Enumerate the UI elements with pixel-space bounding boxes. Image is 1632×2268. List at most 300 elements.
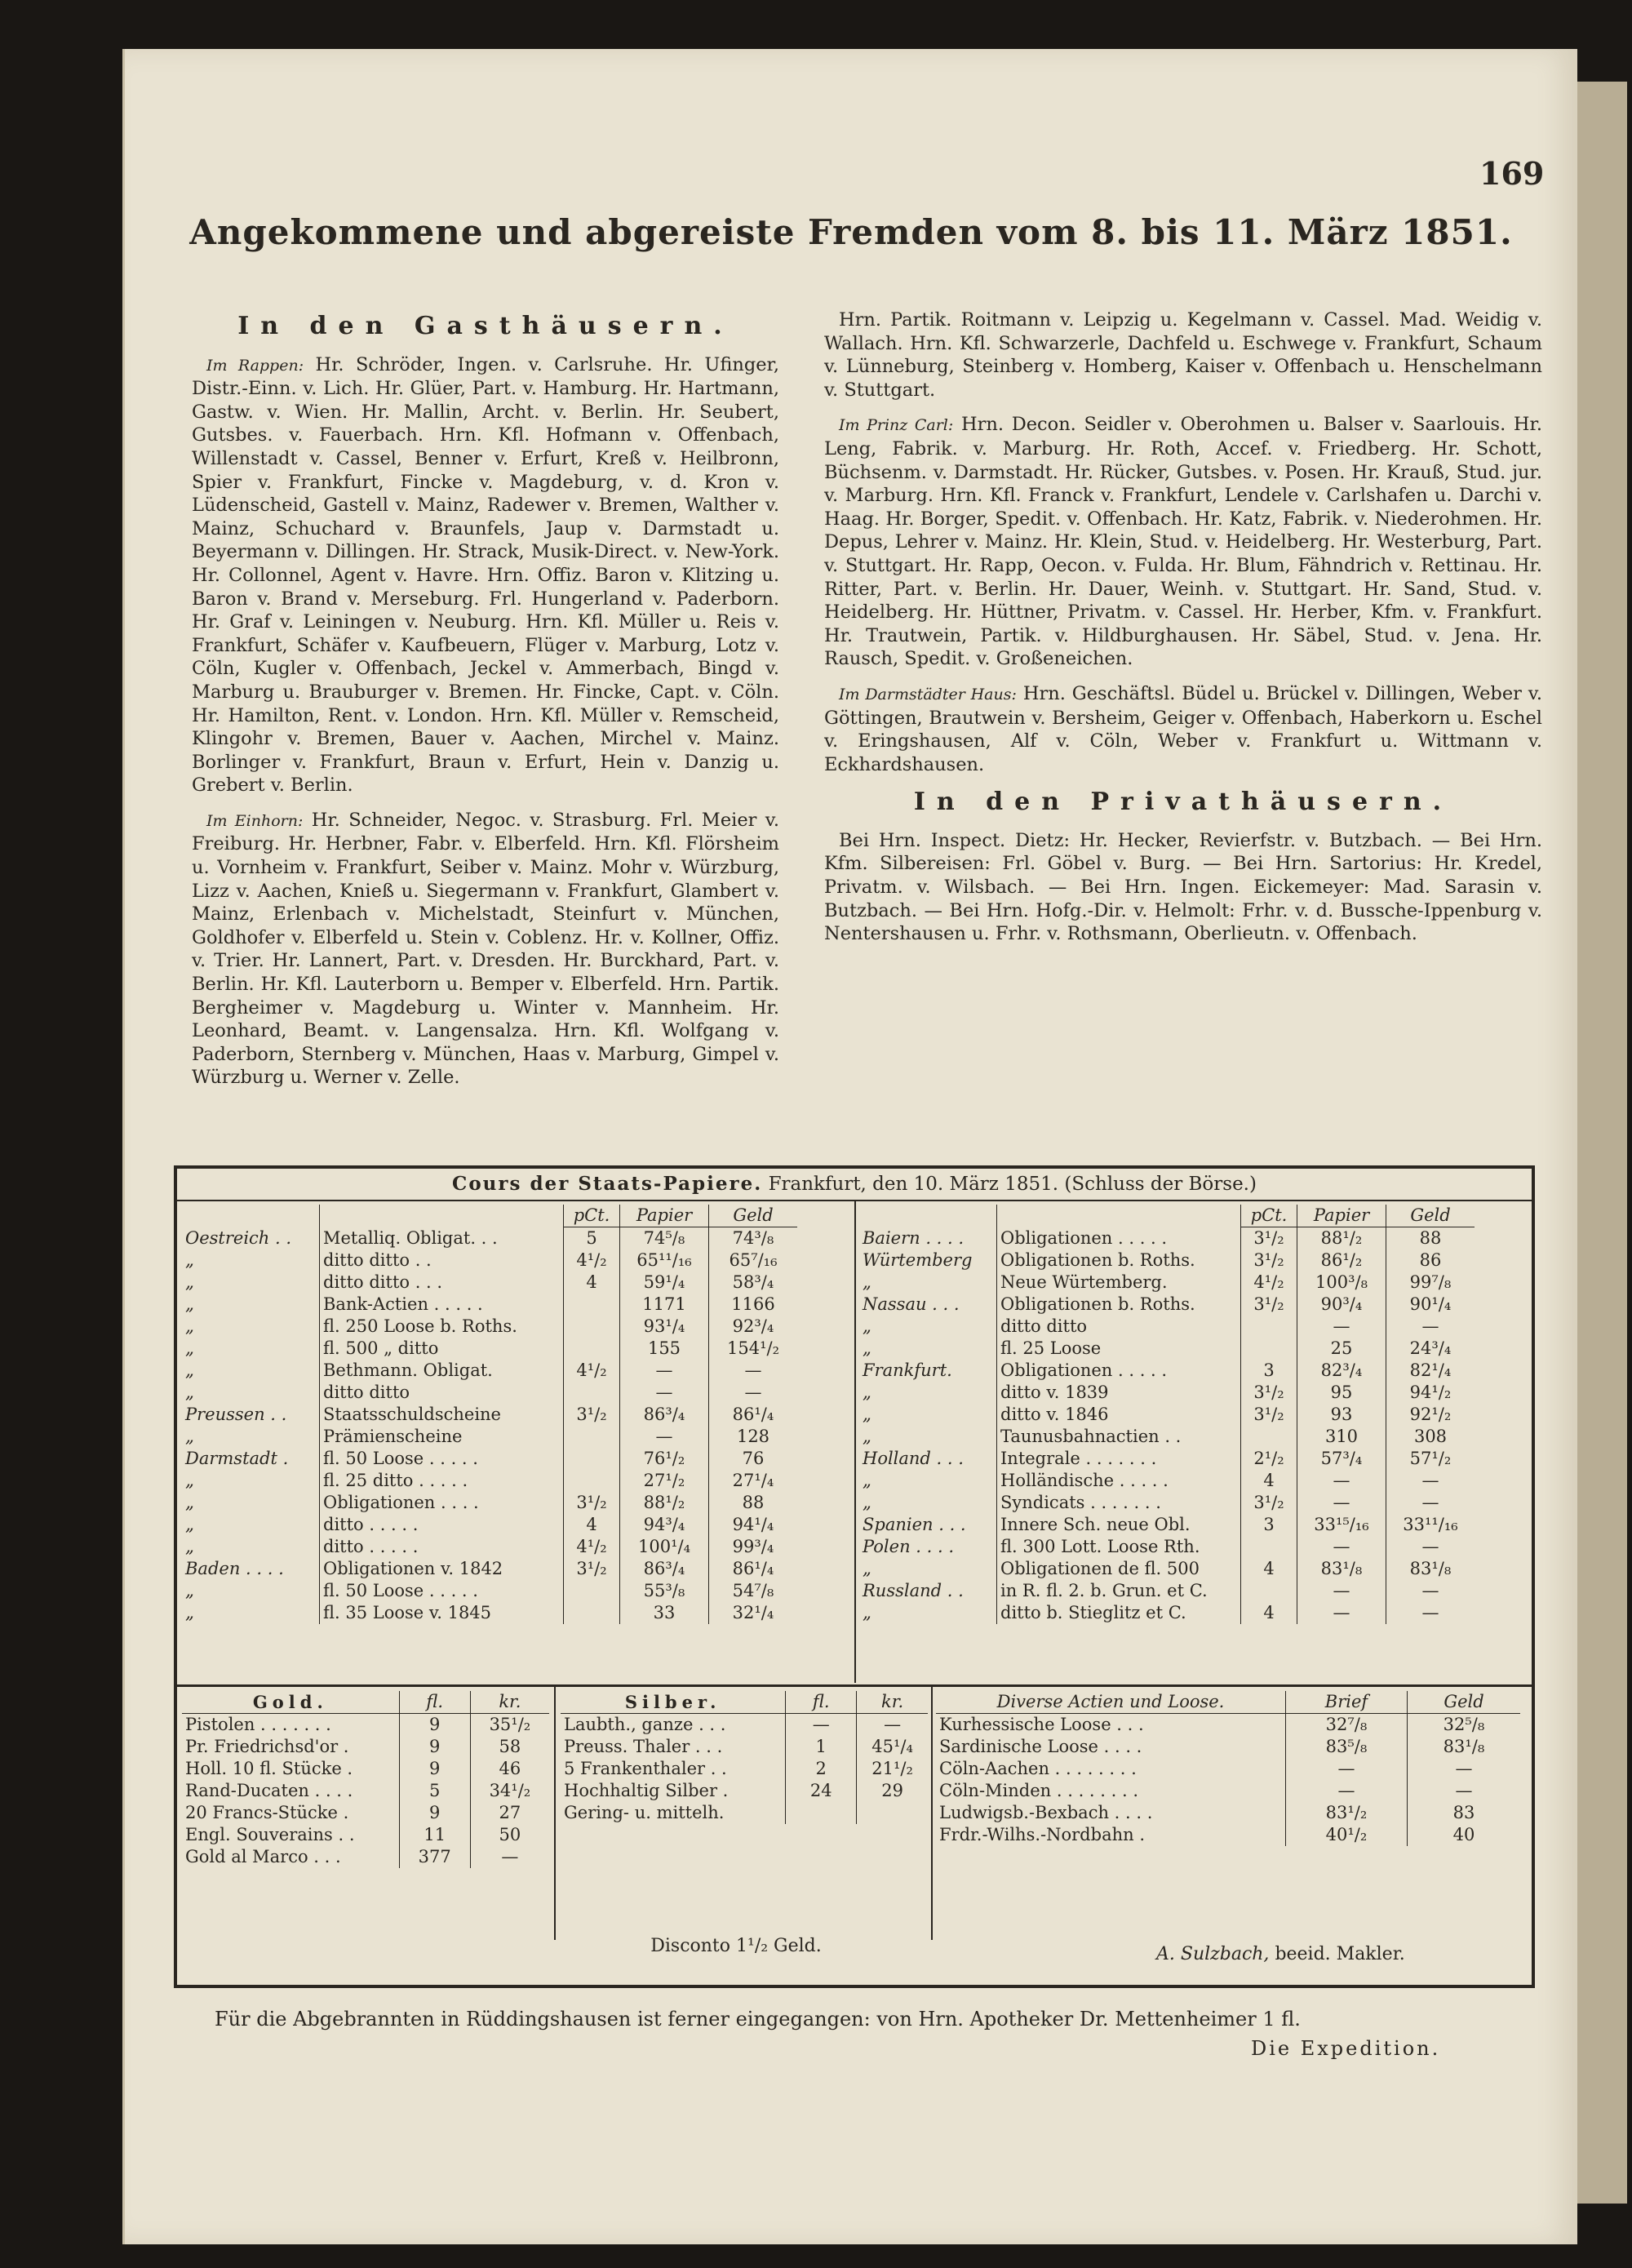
table-cell: Pr. Friedrichsd'or . bbox=[185, 1737, 349, 1756]
table-row bbox=[182, 1360, 797, 1382]
table-row bbox=[936, 1802, 1520, 1824]
table-cell: 83¹/₈ bbox=[1386, 1558, 1475, 1580]
makler-name: A. Sulzbach, bbox=[1156, 1944, 1270, 1964]
table-cell: 155 bbox=[620, 1338, 709, 1360]
table-cell: 1166 bbox=[709, 1294, 798, 1316]
table-cell bbox=[564, 1294, 620, 1316]
col-header: Gold. bbox=[182, 1691, 399, 1714]
table-cell: 58³/₄ bbox=[709, 1272, 798, 1294]
table-cell: Bethmann. Obligat. bbox=[320, 1360, 564, 1382]
table-cell: 86³/₄ bbox=[620, 1404, 709, 1426]
table-header-row bbox=[182, 1205, 797, 1227]
table-cell bbox=[564, 1426, 620, 1448]
table-cell: Oestreich . . bbox=[185, 1227, 292, 1248]
table-cell: 86¹/₄ bbox=[709, 1404, 798, 1426]
table-cell bbox=[564, 1448, 620, 1470]
paragraph-text: Hr. Schneider, Negoc. v. Strasburg. Frl. Meier v. Freiburg. Hr. Herbner, Fabr. v. Elberfeld. Hrn. Kfl. Flörsheim u. Vornheim v. Frankfurt, Seiber v. Mainz. Mohr v. Würzburg, Lizz v. Aachen, Knieß u. Siegermann v. Frankfurt, Glambert v. Mainz, Erlenbach v. Michelstadt, Steinfurt v. München, Goldhofer v. Elberfeld u. Stein v. Coblenz. Hr. v. Kollner, Offiz. v. Trier. Hr. Lannert, Part. v. Dresden. Hr. Burckhard, Part. v. Berlin. Hr. Kfl. Lauterborn u. Bemper v. Elberfeld. Hrn. Partik. Bergheimer v. Magdeburg u. Winter v. Mannheim. Hr. Leonhard, Beamt. v. Langensalza. Hrn. Kfl. Wolfgang v. Paderborn, Sternberg v. München, Haas v. Marburg, Gimpel v. Würzburg u. Werner v. Zelle. bbox=[192, 809, 779, 1089]
table-cell: 32⁷/₈ bbox=[1286, 1714, 1408, 1737]
table-cell: 32¹/₄ bbox=[709, 1602, 798, 1624]
makler-signature bbox=[1156, 1944, 1405, 1964]
table-cell: 82¹/₄ bbox=[1386, 1360, 1475, 1382]
table-cell: 377 bbox=[399, 1846, 470, 1868]
table-cell: Syndicats . . . . . . . bbox=[997, 1492, 1241, 1514]
table-cell: ditto ditto . . bbox=[320, 1249, 564, 1272]
table-cell: 100¹/₄ bbox=[620, 1536, 709, 1558]
left-paragraphs bbox=[192, 353, 779, 1090]
table-cell: Spanien . . . bbox=[863, 1515, 966, 1534]
table-cell bbox=[1241, 1338, 1297, 1360]
table-cell: fl. 250 Loose b. Roths. bbox=[320, 1316, 564, 1338]
table-cell: „ bbox=[863, 1427, 871, 1446]
table-row bbox=[859, 1602, 1475, 1624]
table-cell: 11 bbox=[399, 1824, 470, 1846]
table-cell: 40¹/₂ bbox=[1286, 1824, 1408, 1846]
paragraph bbox=[824, 682, 1542, 776]
table-cell: 99⁷/₈ bbox=[1386, 1272, 1475, 1294]
table-cell: fl. 50 Loose . . . . . bbox=[320, 1448, 564, 1470]
table-cell: — bbox=[1386, 1580, 1475, 1602]
privat-paragraph: Bei Hrn. Inspect. Dietz: Hr. Hecker, Revierfstr. v. Butzbach. — Bei Hrn. Kfm. Silbereisen: Frl. Göbel v. Burg. — Bei Hrn. Sartorius: Hr. Kredel, Privatm. v. Wilsbach. — Bei Hrn. Ingen. Eickemeyer: Mad. Sarasin v. Butzbach. — Bei Hrn. Hofg.-Dir. v. Helmolt: Frhr. v. d. Bussche-Ippenburg v. Nentershausen u. Frhr. v. Rothsmann, Oberlieutn. v. Offenbach. bbox=[824, 829, 1542, 945]
gold-table bbox=[182, 1691, 549, 1868]
table-row bbox=[859, 1492, 1475, 1514]
table-cell: — bbox=[1386, 1602, 1475, 1624]
table-row bbox=[182, 1580, 797, 1602]
left-column bbox=[192, 310, 779, 1101]
table-cell: 21¹/₂ bbox=[857, 1758, 928, 1780]
table-cell: fl. 300 Lott. Loose Rth. bbox=[997, 1536, 1241, 1558]
table-cell: 24 bbox=[786, 1780, 857, 1802]
table-cell: Frankfurt. bbox=[863, 1360, 952, 1380]
stock-quotes-box bbox=[174, 1165, 1535, 1988]
table-cell: 93 bbox=[1297, 1404, 1386, 1426]
table-row bbox=[859, 1249, 1475, 1272]
table-header-row bbox=[561, 1691, 928, 1714]
table-row bbox=[182, 1272, 797, 1294]
table-row bbox=[182, 1448, 797, 1470]
table-cell: — bbox=[1408, 1758, 1521, 1780]
table-cell: 58 bbox=[470, 1736, 549, 1758]
cours-table bbox=[182, 1205, 797, 1624]
section-heading-privathaeuser: In den Privathäusern. bbox=[913, 788, 1453, 817]
table-cell: Cöln-Aachen . . . . . . . . bbox=[939, 1759, 1137, 1778]
table-cell: 3¹/₂ bbox=[564, 1492, 620, 1514]
table-cell bbox=[564, 1338, 620, 1360]
table-cell bbox=[1241, 1316, 1297, 1338]
table-cell: fl. 25 Loose bbox=[997, 1338, 1241, 1360]
table-cell: Würtemberg bbox=[863, 1250, 973, 1270]
cours-table-left bbox=[182, 1205, 851, 1624]
table-cell: „ bbox=[185, 1294, 194, 1314]
table-cell: Integrale . . . . . . . bbox=[997, 1448, 1241, 1470]
table-cell: 128 bbox=[709, 1426, 798, 1448]
table-cell: „ bbox=[185, 1427, 194, 1446]
table-row bbox=[936, 1758, 1520, 1780]
table-cell: 5 bbox=[564, 1227, 620, 1250]
table-cell: 9 bbox=[399, 1714, 470, 1737]
paragraph-lead: Im Darmstädter Haus: bbox=[839, 685, 1017, 703]
table-cell: 27 bbox=[470, 1802, 549, 1824]
table-cell: 76 bbox=[709, 1448, 798, 1470]
table-cell: 5 Frankenthaler . . bbox=[564, 1759, 727, 1778]
col-header-geld: Geld bbox=[1386, 1205, 1475, 1227]
table-row bbox=[182, 1824, 549, 1846]
table-cell: „ bbox=[185, 1471, 194, 1490]
col-header: kr. bbox=[470, 1691, 549, 1714]
table-cell: 94¹/₂ bbox=[1386, 1382, 1475, 1404]
table-row bbox=[859, 1448, 1475, 1470]
table-cell: 3 bbox=[1241, 1514, 1297, 1536]
table-cell: 3¹/₂ bbox=[1241, 1249, 1297, 1272]
table-cell bbox=[1241, 1426, 1297, 1448]
table-cell: — bbox=[620, 1360, 709, 1382]
table-row bbox=[182, 1492, 797, 1514]
table-cell: Staatsschuldscheine bbox=[320, 1404, 564, 1426]
table-cell: 55³/₈ bbox=[620, 1580, 709, 1602]
table-cell: 95 bbox=[1297, 1382, 1386, 1404]
table-row bbox=[182, 1227, 797, 1250]
table-cell: — bbox=[1386, 1492, 1475, 1514]
table-cell: 154¹/₂ bbox=[709, 1338, 798, 1360]
table-cell: Holland . . . bbox=[863, 1449, 964, 1468]
table-cell: — bbox=[1408, 1780, 1521, 1802]
table-row bbox=[859, 1558, 1475, 1580]
table-cell: 4¹/₂ bbox=[564, 1536, 620, 1558]
table-cell: „ bbox=[185, 1360, 194, 1380]
paragraph-text: Hrn. Decon. Seidler v. Oberohmen u. Balser v. Saarlouis. Hr. Leng, Fabrik. v. Marburg. Hr. Roth, Accef. v. Friedberg. Hr. Schott, Büchsenm. v. Darmstadt. Hr. Rücker, Gutsbes. v. Posen. Hr. Krauß, Stud. jur. v. Marburg. Hrn. Kfl. Franck v. Frankfurt, Lendele v. Carlshafen u. Darchi v. Haag. Hr. Borger, Spedit. v. Offenbach. Hr. Katz, Fabrik. v. Niederohmen. Hr. Depus, Lehrer v. Mainz. Hr. Klein, Stud. v. Heidelberg. Hr. Westerburg, Part. v. Stuttgart. Hr. Rapp, Oecon. v. Fulda. Hr. Blum, Fähndrich v. Rettinau. Hr. Ritter, Part. v. Berlin. Hr. Dauer, Weinh. v. Stuttgart. Hr. Sand, Stud. v. Heidelberg. Hr. Hüttner, Privatm. v. Cassel. Hr. Herber, Kfm. v. Frankfurt. Hr. Trautwein, Partik. v. Hildburghausen. Hr. Säbel, Stud. v. Jena. Hr. Rausch, Spedit. v. Großeneichen. bbox=[824, 414, 1542, 670]
table-cell: — bbox=[709, 1382, 798, 1404]
table-cell: 33 bbox=[620, 1602, 709, 1624]
table-cell: 3¹/₂ bbox=[564, 1404, 620, 1426]
table-row bbox=[182, 1316, 797, 1338]
table-row bbox=[182, 1758, 549, 1780]
table-cell: 83¹/₈ bbox=[1297, 1558, 1386, 1580]
table-cell: 46 bbox=[470, 1758, 549, 1780]
table-cell: fl. 50 Loose . . . . . bbox=[320, 1580, 564, 1602]
table-row bbox=[561, 1758, 928, 1780]
table-row bbox=[561, 1736, 928, 1758]
table-row bbox=[859, 1360, 1475, 1382]
table-row bbox=[182, 1294, 797, 1316]
table-row bbox=[182, 1338, 797, 1360]
table-cell bbox=[786, 1802, 857, 1824]
table-cell: 57¹/₂ bbox=[1386, 1448, 1475, 1470]
table-cell: — bbox=[1386, 1470, 1475, 1492]
table-header-row bbox=[182, 1691, 549, 1714]
col-header-pct: pCt. bbox=[564, 1205, 620, 1227]
page-number: 169 bbox=[1479, 155, 1545, 192]
table-cell: — bbox=[1286, 1758, 1408, 1780]
table-cell: Preuss. Thaler . . . bbox=[564, 1737, 723, 1756]
table-cell: — bbox=[786, 1714, 857, 1737]
table-cell: Taunusbahnactien . . bbox=[997, 1426, 1241, 1448]
right-paragraphs bbox=[824, 308, 1542, 776]
table-cell: Baden . . . . bbox=[185, 1559, 284, 1578]
right-column bbox=[824, 308, 1542, 957]
page bbox=[122, 49, 1577, 2244]
table-cell: Holländische . . . . . bbox=[997, 1470, 1241, 1492]
table-cell: 4 bbox=[1241, 1470, 1297, 1492]
table-cell: 86¹/₂ bbox=[1297, 1249, 1386, 1272]
table-cell: Bank-Actien . . . . . bbox=[320, 1294, 564, 1316]
table-cell: — bbox=[1297, 1492, 1386, 1514]
silber-table-grid bbox=[561, 1691, 928, 1824]
footer-signature: Die Expedition. bbox=[1251, 2037, 1441, 2060]
table-cell: — bbox=[620, 1426, 709, 1448]
table-cell: „ bbox=[863, 1493, 871, 1512]
table-cell: 94¹/₄ bbox=[709, 1514, 798, 1536]
table-cell: ditto . . . . . bbox=[320, 1514, 564, 1536]
table-cell: Pistolen . . . . . . . bbox=[185, 1715, 331, 1734]
table-cell: Gold al Marco . . . bbox=[185, 1847, 341, 1866]
table-cell: 9 bbox=[399, 1802, 470, 1824]
col-header: fl. bbox=[399, 1691, 470, 1714]
silber-diverse-divider bbox=[931, 1687, 933, 1940]
table-cell: 76¹/₂ bbox=[620, 1448, 709, 1470]
table-cell: Engl. Souverains . . bbox=[185, 1825, 355, 1844]
table-row bbox=[936, 1824, 1520, 1846]
table-cell: — bbox=[1386, 1316, 1475, 1338]
table-cell: 82³/₄ bbox=[1297, 1360, 1386, 1382]
table-cell: ditto ditto bbox=[997, 1316, 1241, 1338]
col-header-papier: Papier bbox=[1297, 1205, 1386, 1227]
col-header-papier: Papier bbox=[620, 1205, 709, 1227]
table-cell: „ bbox=[185, 1383, 194, 1402]
table-cell: 100³/₈ bbox=[1297, 1272, 1386, 1294]
table-cell: 27¹/₄ bbox=[709, 1470, 798, 1492]
table-cell: 4 bbox=[564, 1514, 620, 1536]
silber-table bbox=[561, 1691, 928, 1824]
table-row bbox=[859, 1536, 1475, 1558]
col-header: kr. bbox=[857, 1691, 928, 1714]
table-row bbox=[561, 1714, 928, 1737]
table-row bbox=[182, 1846, 549, 1868]
table-cell: ditto ditto bbox=[320, 1382, 564, 1404]
table-cell: Ludwigsb.-Bexbach . . . . bbox=[939, 1803, 1153, 1822]
table-row bbox=[182, 1382, 797, 1404]
table-cell: „ bbox=[185, 1515, 194, 1534]
table-row bbox=[182, 1802, 549, 1824]
table-cell: Neue Würtemberg. bbox=[997, 1272, 1241, 1294]
table-cell: 74⁵/₈ bbox=[620, 1227, 709, 1250]
table-cell: in R. fl. 2. b. Grun. et C. bbox=[997, 1580, 1241, 1602]
table-cell: „ bbox=[185, 1537, 194, 1556]
table-cell: 4¹/₂ bbox=[564, 1249, 620, 1272]
diverse-table bbox=[936, 1691, 1528, 1846]
table-row bbox=[182, 1602, 797, 1624]
table-cell: „ bbox=[863, 1603, 871, 1622]
table-cell: Obligationen v. 1842 bbox=[320, 1558, 564, 1580]
table-cell: 65¹¹/₁₆ bbox=[620, 1249, 709, 1272]
paragraph-text: Hrn. Geschäftsl. Büdel u. Brückel v. Dillingen, Weber v. Göttingen, Brautwein v. Bersheim, Geiger v. Offenbach, Haberkorn u. Eschel v. Eringshausen, Alf v. Cöln, Weber v. Frankfurt u. Wittmann v. Eckhardshausen. bbox=[824, 682, 1542, 775]
cours-table bbox=[859, 1205, 1475, 1624]
table-cell: 88¹/₂ bbox=[1297, 1227, 1386, 1250]
table-cell: „ bbox=[863, 1383, 871, 1402]
table-cell: 25 bbox=[1297, 1338, 1386, 1360]
table-cell: 88 bbox=[1386, 1227, 1475, 1250]
table-row bbox=[182, 1426, 797, 1448]
table-cell: Obligationen b. Roths. bbox=[997, 1294, 1241, 1316]
table-cell: 90¹/₄ bbox=[1386, 1294, 1475, 1316]
col-header: Geld bbox=[1408, 1691, 1521, 1714]
table-cell: 2¹/₂ bbox=[1241, 1448, 1297, 1470]
table-cell: Metalliq. Obligat. . . bbox=[320, 1227, 564, 1250]
table-cell: „ bbox=[185, 1338, 194, 1358]
table-cell bbox=[564, 1316, 620, 1338]
table-cell bbox=[564, 1602, 620, 1624]
table-cell: — bbox=[1297, 1580, 1386, 1602]
table-cell: „ bbox=[185, 1316, 194, 1336]
table-cell: 54⁷/₈ bbox=[709, 1580, 798, 1602]
table-cell: 32⁵/₈ bbox=[1408, 1714, 1521, 1737]
table-cell: 83¹/₂ bbox=[1286, 1802, 1408, 1824]
table-cell: ditto . . . . . bbox=[320, 1536, 564, 1558]
table-cell bbox=[564, 1382, 620, 1404]
table-cell: 86³/₄ bbox=[620, 1558, 709, 1580]
table-cell: Sardinische Loose . . . . bbox=[939, 1737, 1142, 1756]
table-cell: 4 bbox=[564, 1272, 620, 1294]
paragraph-lead: Im Rappen: bbox=[206, 356, 304, 375]
table-cell: 74³/₈ bbox=[709, 1227, 798, 1250]
table-cell: 4 bbox=[1241, 1558, 1297, 1580]
gold-silber-divider bbox=[554, 1687, 556, 1940]
table-cell: 24³/₄ bbox=[1386, 1338, 1475, 1360]
gold-table-grid bbox=[182, 1691, 549, 1868]
table-cell: — bbox=[1297, 1602, 1386, 1624]
table-cell: 83¹/₈ bbox=[1408, 1736, 1521, 1758]
table-cell: 5 bbox=[399, 1780, 470, 1802]
table-cell: 1171 bbox=[620, 1294, 709, 1316]
table-cell: „ bbox=[185, 1603, 194, 1622]
table-cell: „ bbox=[863, 1405, 871, 1424]
table-cell: 9 bbox=[399, 1758, 470, 1780]
table-cell: Prämienscheine bbox=[320, 1426, 564, 1448]
table-cell: 4¹/₂ bbox=[564, 1360, 620, 1382]
table-cell: 2 bbox=[786, 1758, 857, 1780]
table-cell: Gering- u. mittelh. bbox=[564, 1803, 725, 1822]
table-cell: 65⁷/₁₆ bbox=[709, 1249, 798, 1272]
table-row bbox=[859, 1316, 1475, 1338]
cours-heading-title: Cours der Staats-Papiere. bbox=[452, 1173, 763, 1195]
table-cell: 27¹/₂ bbox=[620, 1470, 709, 1492]
table-cell: 3 bbox=[1241, 1360, 1297, 1382]
paragraph-lead: Im Prinz Carl: bbox=[839, 416, 954, 435]
col-header: Silber. bbox=[561, 1691, 786, 1714]
table-row bbox=[561, 1780, 928, 1802]
table-cell: 4 bbox=[1241, 1602, 1297, 1624]
table-cell bbox=[1241, 1536, 1297, 1558]
table-row bbox=[859, 1404, 1475, 1426]
table-separator bbox=[177, 1684, 1532, 1687]
col-header: Diverse Actien und Loose. bbox=[936, 1691, 1286, 1714]
table-cell: Russland . . bbox=[863, 1581, 964, 1600]
table-cell: 86 bbox=[1386, 1249, 1475, 1272]
table-cell: — bbox=[857, 1714, 928, 1737]
table-cell: 3¹/₂ bbox=[1241, 1227, 1297, 1250]
table-cell: 45¹/₄ bbox=[857, 1736, 928, 1758]
table-cell: — bbox=[1297, 1316, 1386, 1338]
disconto: Disconto 1¹/₂ Geld. bbox=[650, 1936, 822, 1956]
table-row bbox=[859, 1470, 1475, 1492]
diverse-table-grid bbox=[936, 1691, 1520, 1846]
table-cell: „ bbox=[185, 1493, 194, 1512]
table-row bbox=[182, 1736, 549, 1758]
paragraph-text: Hrn. Partik. Roitmann v. Leipzig u. Kegelmann v. Cassel. Mad. Weidig v. Wallach. Hrn. Kfl. Schwarzerle, Dachfeld u. Eschwege v. Frankfurt, Schaum v. Lünneburg, Steinberg v. Homberg, Kaiser v. Offenbach u. Henschelmann v. Stuttgart. bbox=[824, 309, 1542, 401]
cours-table-right bbox=[859, 1205, 1528, 1624]
table-header-row bbox=[859, 1205, 1475, 1227]
table-row bbox=[182, 1558, 797, 1580]
table-row bbox=[859, 1227, 1475, 1250]
table-cell: Obligationen b. Roths. bbox=[997, 1249, 1241, 1272]
table-cell: Innere Sch. neue Obl. bbox=[997, 1514, 1241, 1536]
table-cell: Nassau . . . bbox=[863, 1294, 960, 1314]
table-cell: — bbox=[620, 1382, 709, 1404]
makler-title: beeid. Makler. bbox=[1275, 1944, 1405, 1964]
table-cell: Cöln-Minden . . . . . . . . bbox=[939, 1781, 1138, 1800]
table-cell: 1 bbox=[786, 1736, 857, 1758]
table-row bbox=[561, 1802, 928, 1824]
table-cell: 92¹/₂ bbox=[1386, 1404, 1475, 1426]
table-row bbox=[182, 1780, 549, 1802]
table-cell: 50 bbox=[470, 1824, 549, 1846]
table-cell: 92³/₄ bbox=[709, 1316, 798, 1338]
table-row bbox=[936, 1780, 1520, 1802]
table-cell: Rand-Ducaten . . . . bbox=[185, 1781, 353, 1800]
table-cell: 3¹/₂ bbox=[564, 1558, 620, 1580]
table-row bbox=[859, 1514, 1475, 1536]
table-cell: „ bbox=[185, 1250, 194, 1270]
col-header-pct: pCt. bbox=[1241, 1205, 1297, 1227]
paragraph bbox=[824, 308, 1542, 402]
table-cell: 3¹/₂ bbox=[1241, 1492, 1297, 1514]
table-cell: 57³/₄ bbox=[1297, 1448, 1386, 1470]
footer-note: Für die Abgebrannten in Rüddingshausen ist ferner eingegangen: von Hrn. Apotheker Dr. Mettenheimer 1 fl. bbox=[215, 2008, 1301, 2031]
table-cell: 3¹/₂ bbox=[1241, 1294, 1297, 1316]
col-header: Brief bbox=[1286, 1691, 1408, 1714]
table-row bbox=[859, 1426, 1475, 1448]
table-cell: fl. 500 „ ditto bbox=[320, 1338, 564, 1360]
table-cell: 310 bbox=[1297, 1426, 1386, 1448]
table-cell bbox=[1241, 1580, 1297, 1602]
table-row bbox=[859, 1272, 1475, 1294]
table-cell: „ bbox=[185, 1581, 194, 1600]
table-cell: 88¹/₂ bbox=[620, 1492, 709, 1514]
table-header-row bbox=[936, 1691, 1520, 1714]
table-cell: fl. 25 ditto . . . . . bbox=[320, 1470, 564, 1492]
table-cell: Laubth., ganze . . . bbox=[564, 1715, 726, 1734]
table-cell: 34¹/₂ bbox=[470, 1780, 549, 1802]
table-cell: „ bbox=[863, 1338, 871, 1358]
table-cell: Baiern . . . . bbox=[863, 1227, 965, 1248]
table-cell: — bbox=[1297, 1536, 1386, 1558]
table-cell bbox=[857, 1802, 928, 1824]
table-cell: 3¹/₂ bbox=[1241, 1404, 1297, 1426]
table-row bbox=[859, 1382, 1475, 1404]
table-row bbox=[936, 1714, 1520, 1737]
table-cell: Obligationen . . . . . bbox=[997, 1227, 1241, 1250]
table-cell: — bbox=[709, 1360, 798, 1382]
paragraph bbox=[824, 413, 1542, 671]
table-cell: Frdr.-Wilhs.-Nordbahn . bbox=[939, 1825, 1145, 1844]
table-cell: Obligationen de fl. 500 bbox=[997, 1558, 1241, 1580]
table-cell: 88 bbox=[709, 1492, 798, 1514]
table-row bbox=[182, 1514, 797, 1536]
table-cell: „ bbox=[863, 1272, 871, 1292]
table-cell: Darmstadt . bbox=[185, 1449, 289, 1468]
paragraph bbox=[192, 809, 779, 1090]
col-header-geld: Geld bbox=[709, 1205, 798, 1227]
table-cell: 35¹/₂ bbox=[470, 1714, 549, 1737]
table-cell bbox=[564, 1580, 620, 1602]
